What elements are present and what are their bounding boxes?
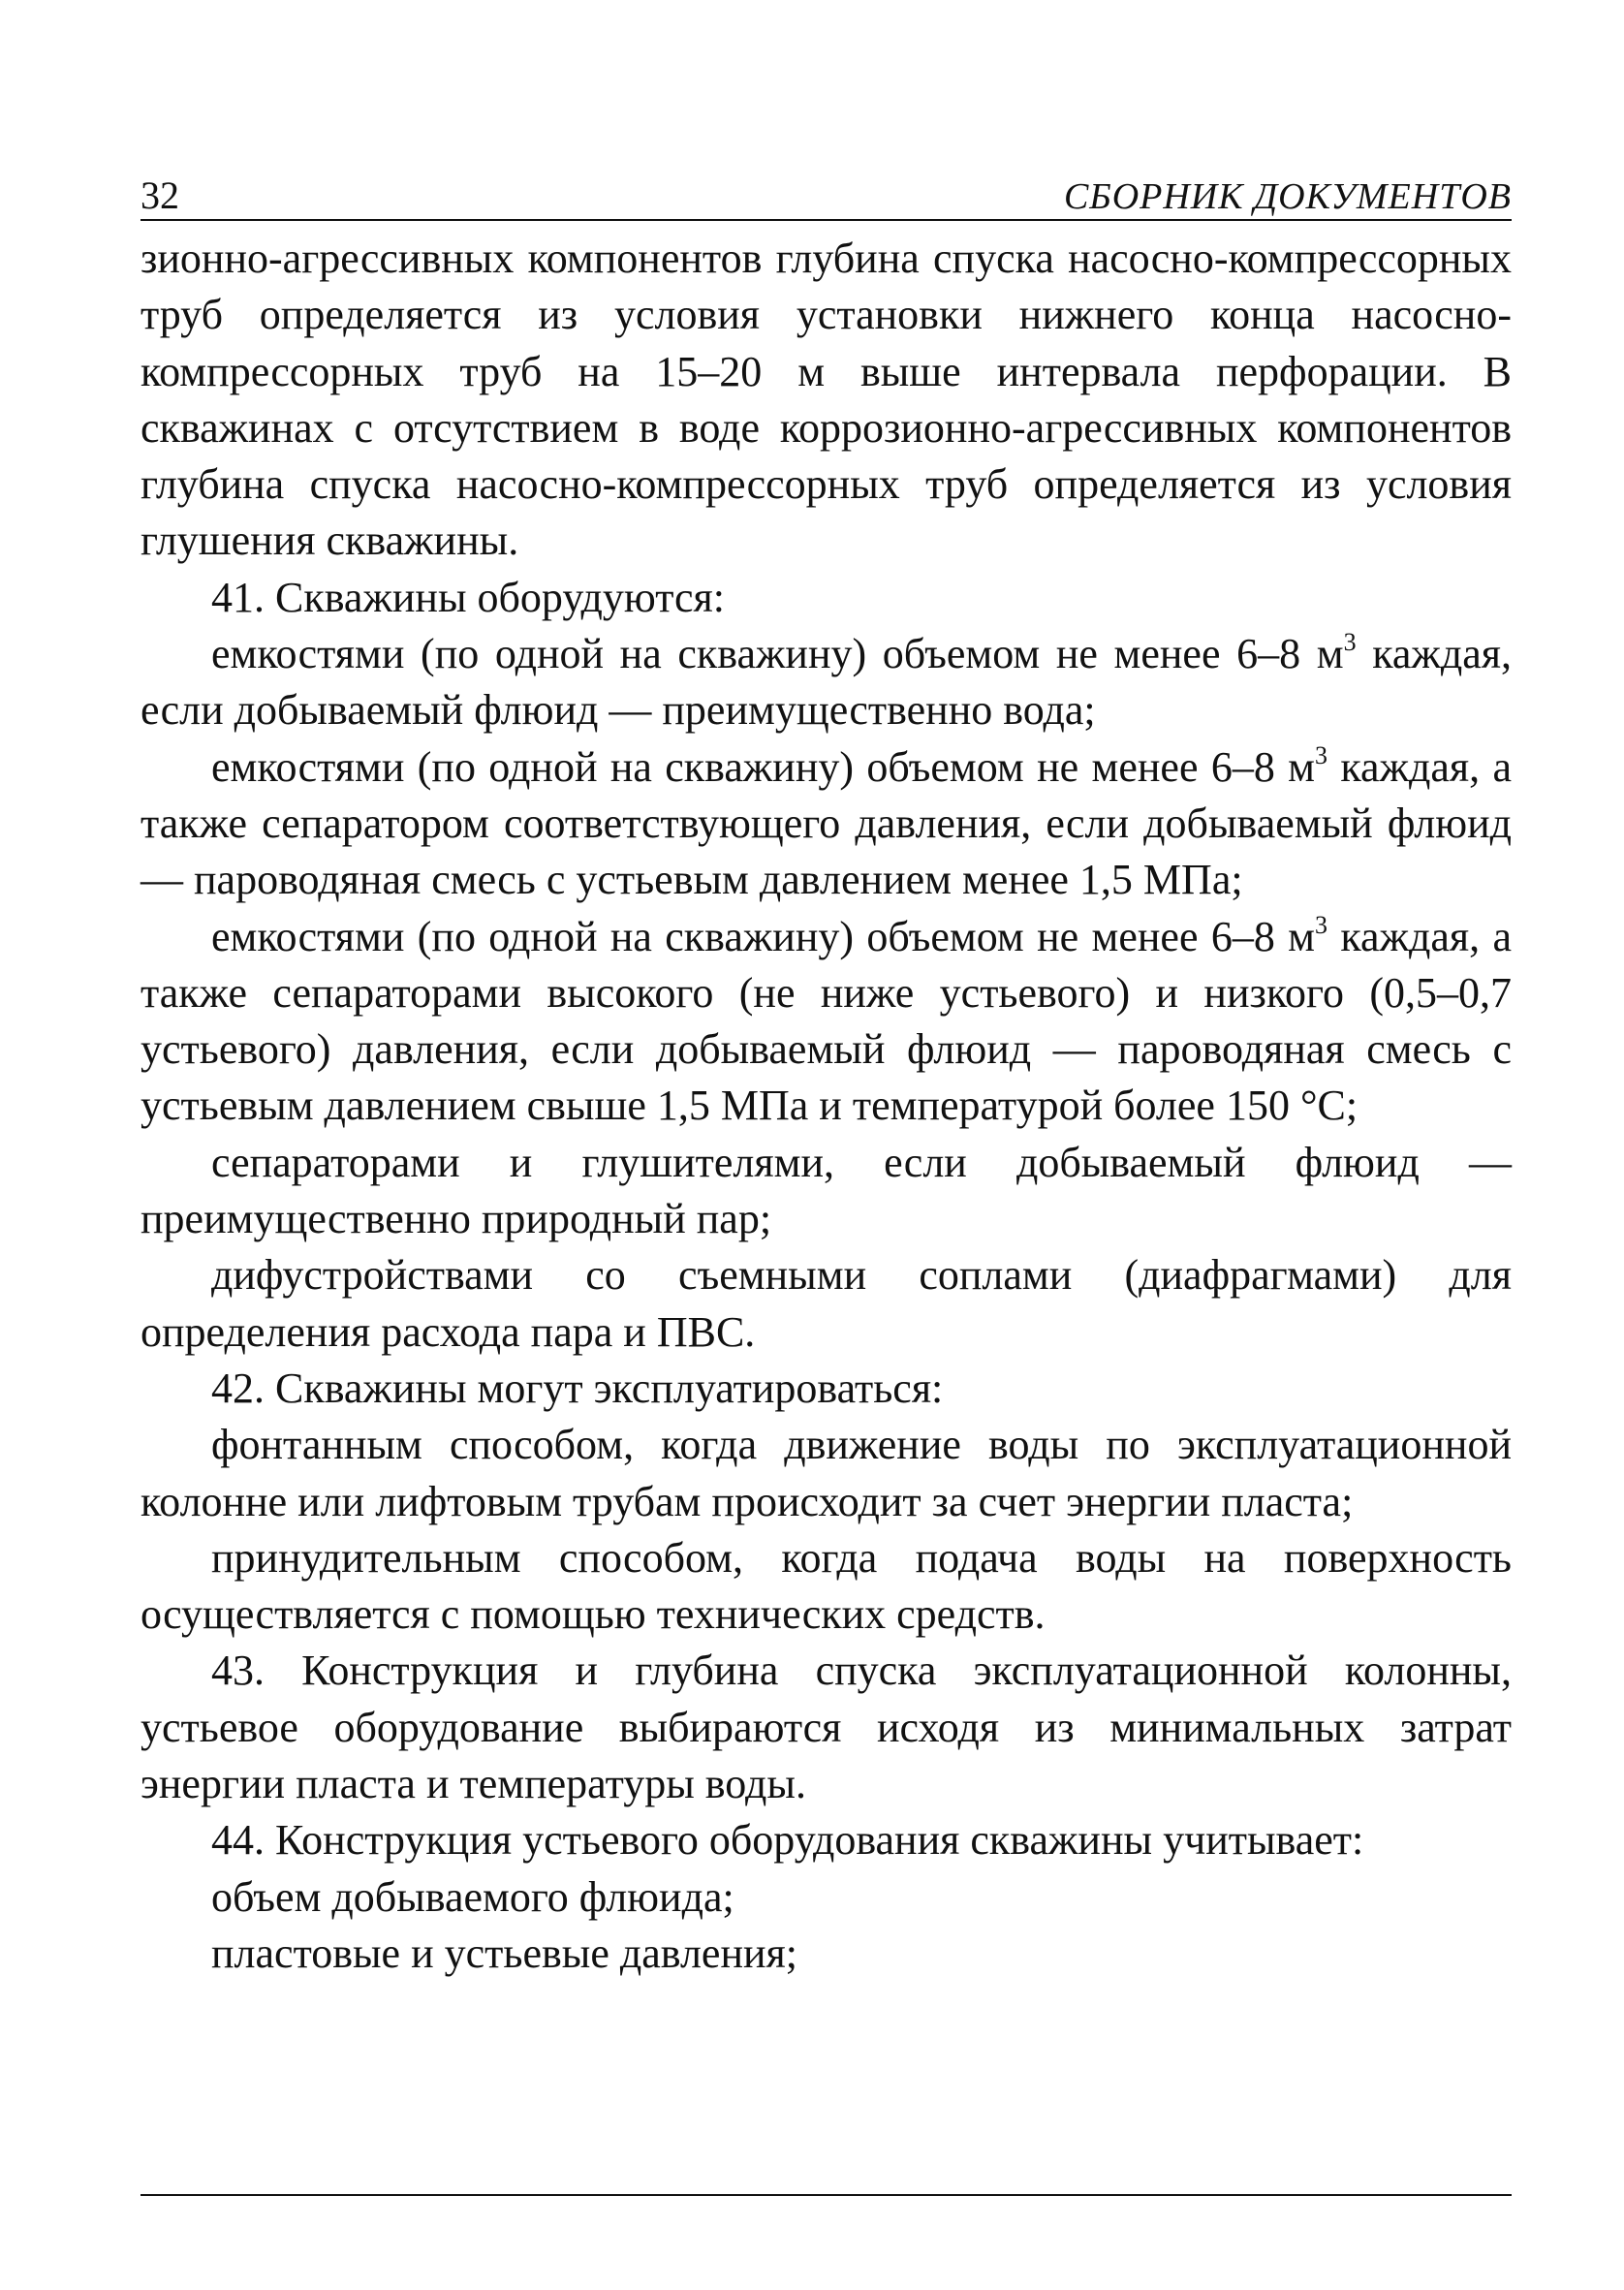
page-number: 32 <box>141 173 179 217</box>
paragraph-item-42: 42. Скважины могут эксплуатироваться: <box>211 1364 944 1412</box>
bottom-rule <box>141 2194 1512 2196</box>
document-page <box>141 165 1512 1982</box>
paragraph-fluid-volume: объем добываемого флюида; <box>211 1872 734 1921</box>
paragraph-tanks-water: емкостями (по одной на скважину) объемом не менее 6–8 $м^3$ каждая, если добываемый флюид — преимущественно вода; <box>141 628 1512 735</box>
paragraph-tanks-separator: емкостями (по одной на скважину) объемом не менее 6–8 $м^3$ каждая, а также сепаратором соответствующего давления, если добываемый флюид — пароводяная смесь с устьевым давлением менее 1,5 МПа; <box>141 740 1512 904</box>
body-text <box>141 231 1512 1982</box>
paragraph-forced-method: принудительным способом, когда подача воды на поверхность осуществляется с помощью технических средств. <box>141 1533 1512 1639</box>
paragraph-flowing-method: фонтанным способом, когда движение воды по эксплуатационной колонне или лифтовым трубам происходит за счет энергии пласта; <box>141 1421 1512 1525</box>
paragraph-item-44: 44. Конструкция устьевого оборудования скважины учитывает: <box>211 1816 1364 1865</box>
paragraph-tanks-high-low-separators: емкостями (по одной на скважину) объемом не менее 6–8 $м^3$ каждая, а также сепараторами высокого (не ниже устьевого) и низкого (0,5–0,7 устьевого) давления, если добываемый флюид — пароводяная смесь с устьевым давлением свыше 1,5 МПа и температурой более 150 °С; <box>141 910 1512 1130</box>
paragraph-separators-silencers: сепараторами и глушителями, если добываемый флюид — преимущественно природный пар; <box>141 1138 1512 1243</box>
running-head <box>141 165 1512 221</box>
running-title: СБОРНИК ДОКУМЕНТОВ <box>1063 176 1512 217</box>
paragraph-pressures: пластовые и устьевые давления; <box>211 1929 797 1977</box>
paragraph-continuation: зионно-агрессивных компонентов глубина спуска насосно-компрессорных труб определяется из условия установки нижнего конца насосно-компрессорных труб на 15–20 м выше интервала перфорации. В скважинах с отсутствием в воде коррозионно-агрессивных компонентов глубина спуска насосно-компрессорных труб определяется из условия глушения скважины. <box>141 235 1512 565</box>
paragraph-item-43: 43. Конструкция и глубина спуска эксплуатационной колонны, устьевое оборудование выбираются исходя из минимальных затрат энергии пласта и температуры воды. <box>141 1647 1512 1808</box>
paragraph-item-41: 41. Скважины оборудуются: <box>211 573 725 621</box>
paragraph-diffusers: дифустройствами со съемными соплами (диафрагмами) для определения расхода пара и ПВС. <box>141 1251 1512 1356</box>
